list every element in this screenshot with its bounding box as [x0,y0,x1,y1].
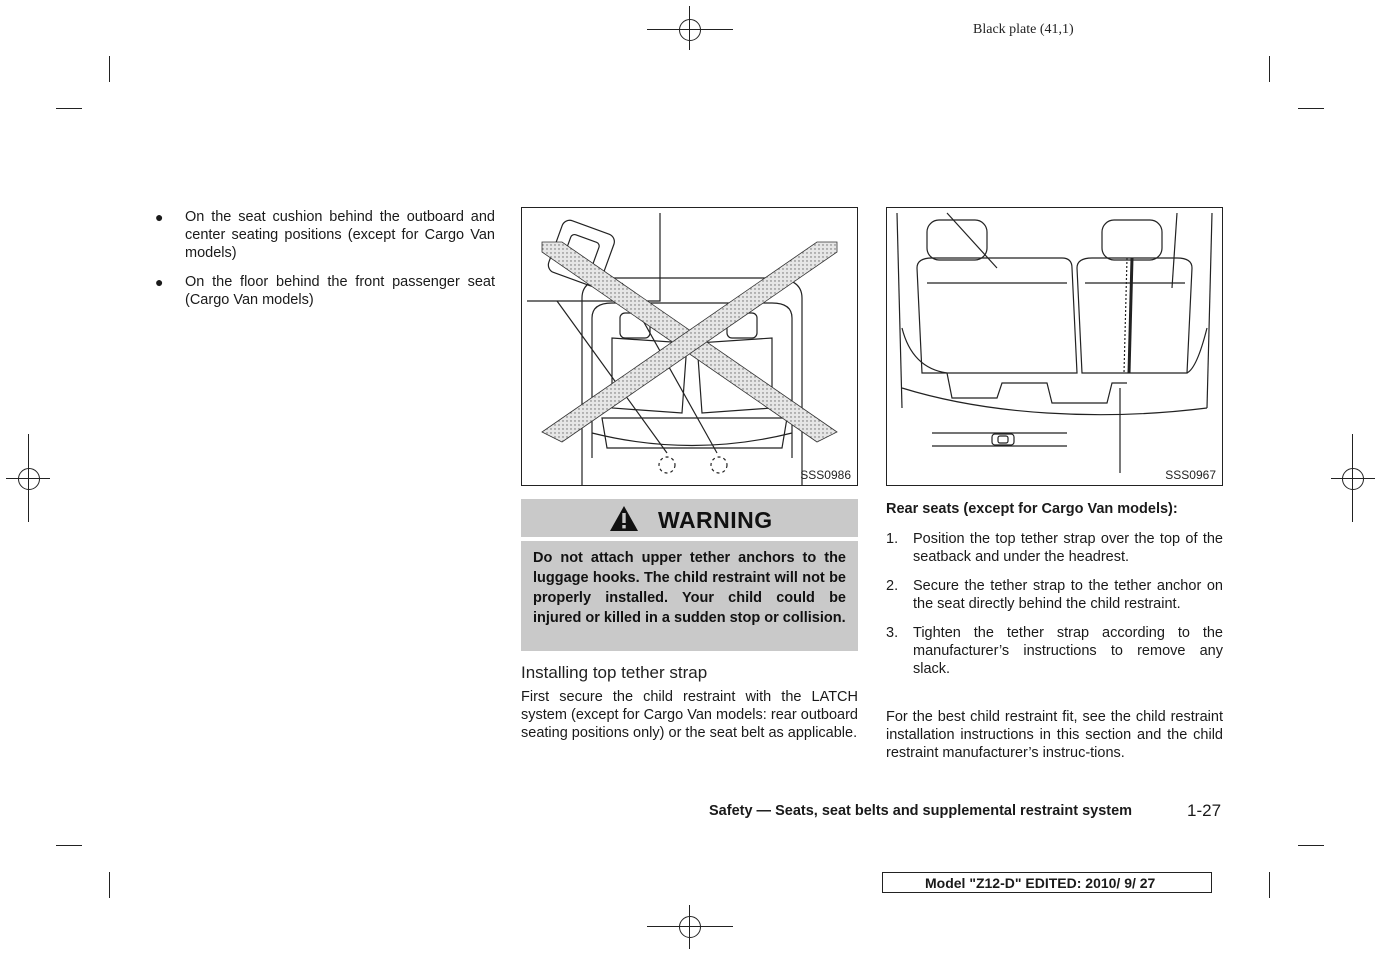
section-title: Installing top tether strap [521,663,708,682]
figure-code: SSS0967 [1165,468,1216,482]
plate-label: Black plate (41,1) [973,22,1074,37]
list-item: 3. Tighten the tether strap according to the manufacturer’s instructions to remove any slack. [886,625,1223,677]
section-footer: Safety — Seats, seat belts and supplemental restraint system [709,803,1133,819]
figure-code: SSS0986 [800,468,851,482]
rear-seat-tether-illustration [886,207,1223,486]
warning-title: WARNING [658,507,773,533]
installing-paragraph: First secure the child restraint with the LATCH system (except for Cargo Van models: rear outboard seating positions only) or the seat belt as applicable. [521,689,858,741]
list-item: 1. Position the top tether strap over the top of the seatback and under the headrest. [886,531,1223,565]
warning-triangle-icon [609,505,639,532]
warning-header [521,499,858,537]
warning-text: Do not attach upper tether anchors to the luggage hooks. The child restraint will not be properly installed. Your child could be injured or killed in a sudden stop or collision. [533,550,846,626]
bullet-icon: ● [155,274,164,290]
rear-seat-drawing [887,208,1222,485]
warning-body [521,541,858,651]
closing-paragraph: For the best child restraint fit, see the child restraint installation instructions in this section and the child restraint manufacturer’s instruc-tions. [886,709,1223,761]
anchor-location-list [155,208,495,320]
page-number: 1-27 [1187,801,1222,820]
model-info: Model "Z12-D" EDITED: 2010/ 9/ 27 [925,875,1156,891]
luggage-hook-illustration [521,207,858,486]
bullet-icon: ● [155,209,164,225]
cargo-area-drawing [522,208,857,485]
list-item: ● On the seat cushion behind the outboard and center seating positions (except for Cargo Van models) [155,209,495,261]
list-item: 2. Secure the tether strap to the tether anchor on the seat directly behind the child restraint. [886,578,1223,612]
list-item: ● On the floor behind the front passenger seat (Cargo Van models) [155,274,495,308]
model-info-box [882,872,1212,893]
rear-seats-heading: Rear seats (except for Cargo Van models): [886,501,1178,517]
rear-seats-steps [886,530,1223,689]
